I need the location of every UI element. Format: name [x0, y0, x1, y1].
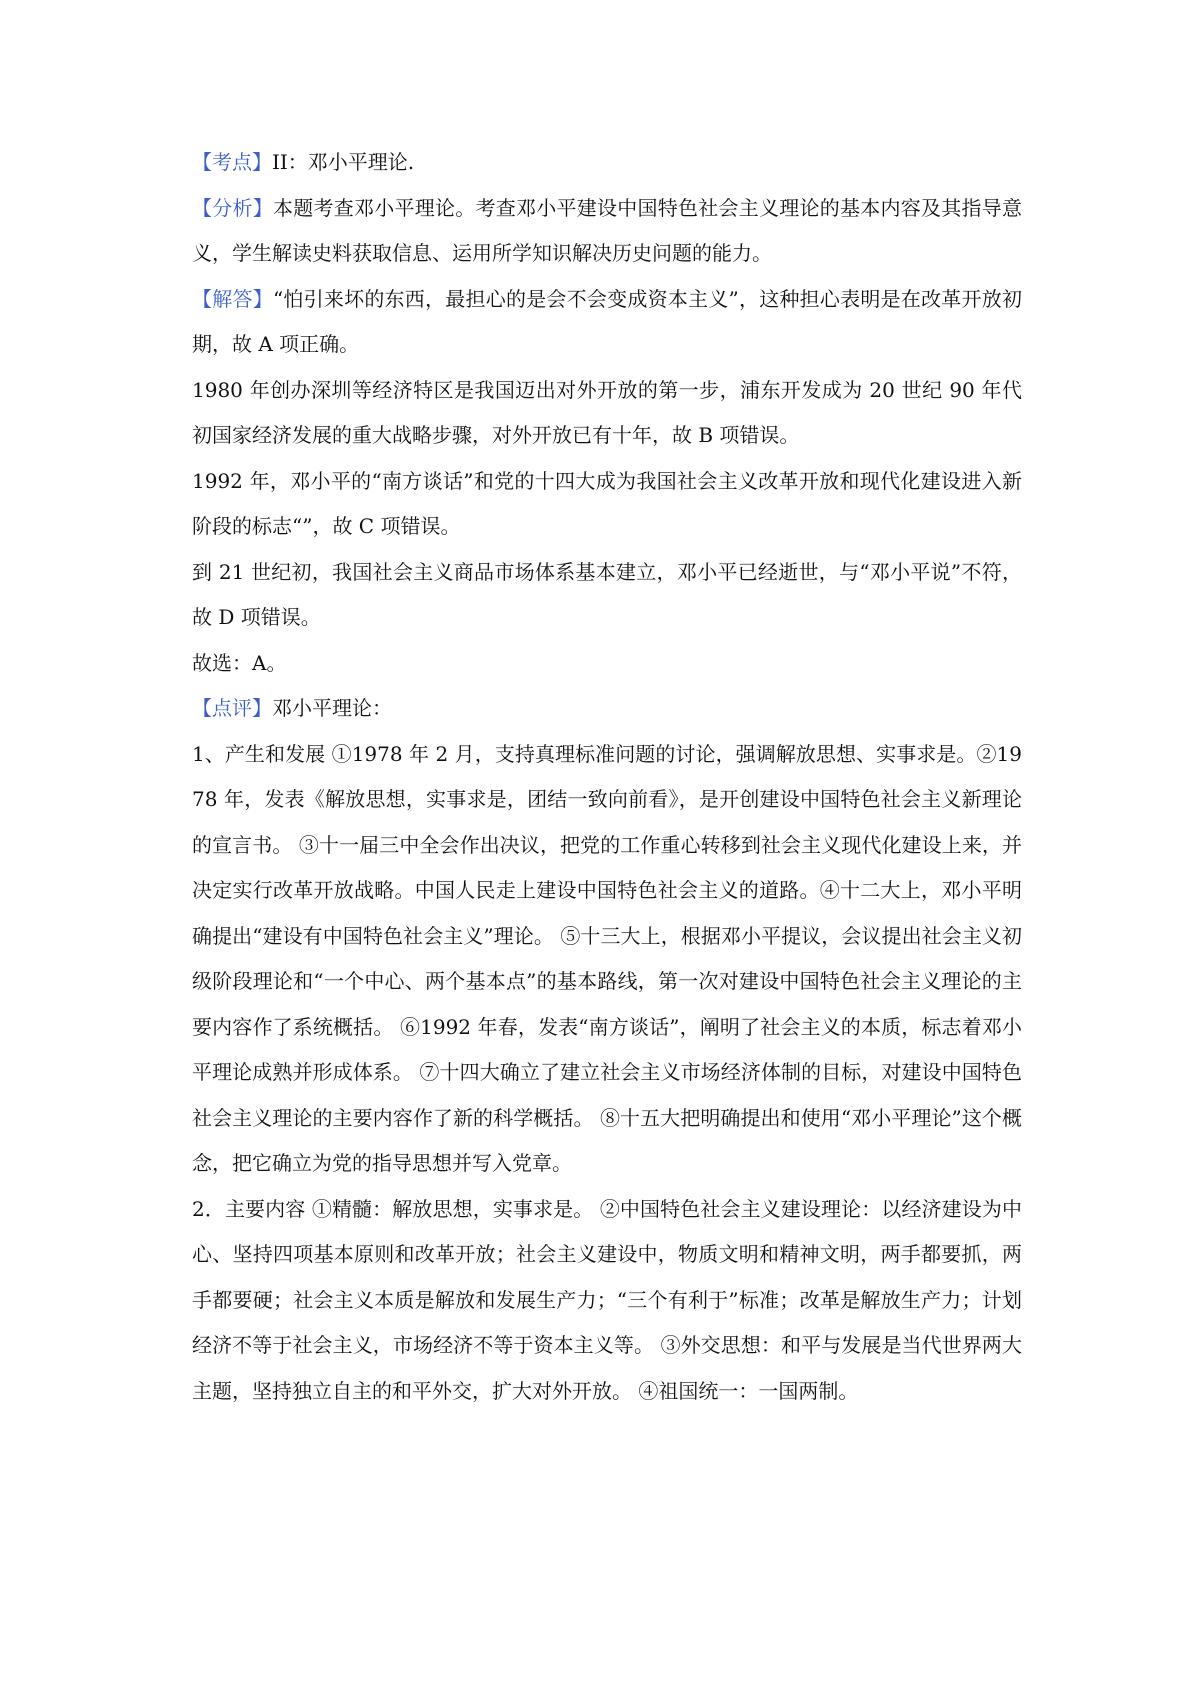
jieda-text: “怕引来坏的东西，最担心的是会不会变成资本主义”，这种担心表明是在改革开放初期，故 A 项正确。: [192, 286, 1023, 356]
dianping-tag: 【点评】: [192, 696, 272, 720]
kaodian-text: II：邓小平理论.: [272, 150, 415, 174]
option-c-paragraph: 1992 年，邓小平的“南方谈话”和党的十四大成为我国社会主义改革开放和现代化建设进入新阶段的标志“”，故 C 项错误。: [192, 468, 1022, 538]
option-d-paragraph: 到 21 世纪初，我国社会主义商品市场体系基本建立，邓小平已经逝世，与“邓小平说”不符，故 D 项错误。: [192, 559, 1022, 629]
dianping-text: 邓小平理论：: [272, 696, 392, 720]
jieda-paragraph: [192, 277, 1022, 368]
option-b-paragraph: 1980 年创办深圳等经济特区是我国迈出对外开放的第一步，浦东开发成为 20 世纪 90 年代初国家经济发展的重大战略步骤，对外开放已有十年，故 B 项错误。: [192, 377, 1022, 447]
kaodian-paragraph: [192, 140, 1022, 186]
dianping-paragraph: [192, 686, 1022, 732]
fenxi-paragraph: [192, 186, 1022, 277]
kaodian-tag: 【考点】: [192, 150, 272, 174]
jieda-tag: 【解答】: [192, 286, 273, 311]
fenxi-tag: 【分析】: [192, 195, 273, 220]
answer-explanation: [192, 140, 1022, 1414]
answer-choice: 故选：A。: [192, 650, 287, 675]
fenxi-text: 本题考查邓小平理论。考查邓小平建设中国特色社会主义理论的基本内容及其指导意义，学生解读史料获取信息、运用所学知识解决历史问题的能力。: [192, 195, 1022, 265]
main-content-paragraph: 2．主要内容 ①精髓：解放思想，实事求是。 ②中国特色社会主义建设理论：以经济建设为中心、坚持四项基本原则和改革开放；社会主义建设中，物质文明和精神文明，两手都要抓，两手都要硬；社会主义本质是解放和发展生产力；“三个有利于”标准；改革是解放生产力；计划经济不等于社会主义，市场经济不等于资本主义等。 ③外交思想：和平与发展是当代世界两大主题，坚持独立自主的和平外交，扩大对外开放。 ④祖国统一：一国两制。: [192, 1196, 1022, 1403]
development-paragraph: 1、产生和发展 ①1978 年 2 月，支持真理标准问题的讨论，强调解放思想、实事求是。②1978 年，发表《解放思想，实事求是，团结一致向前看》，是开创建设中国特色社会主义新理论的宣言书。 ③十一届三中全会作出决议，把党的工作重心转移到社会主义现代化建设上来，并决定实行改革开放战略。中国人民走上建设中国特色社会主义的道路。④十二大上，邓小平明确提出“建设有中国特色社会主义”理论。 ⑤十三大上，根据邓小平提议，会议提出社会主义初级阶段理论和“一个中心、两个基本点”的基本路线，第一次对建设中国特色社会主义理论的主要内容作了系统概括。 ⑥1992 年春，发表“南方谈话”，阐明了社会主义的本质，标志着邓小平理论成熟并形成体系。 ⑦十四大确立了建立社会主义市场经济体制的目标，对建设中国特色社会主义理论的主要内容作了新的科学概括。 ⑧十五大把明确提出和使用“邓小平理论”这个概念，把它确立为党的指导思想并写入党章。: [192, 741, 1022, 1175]
